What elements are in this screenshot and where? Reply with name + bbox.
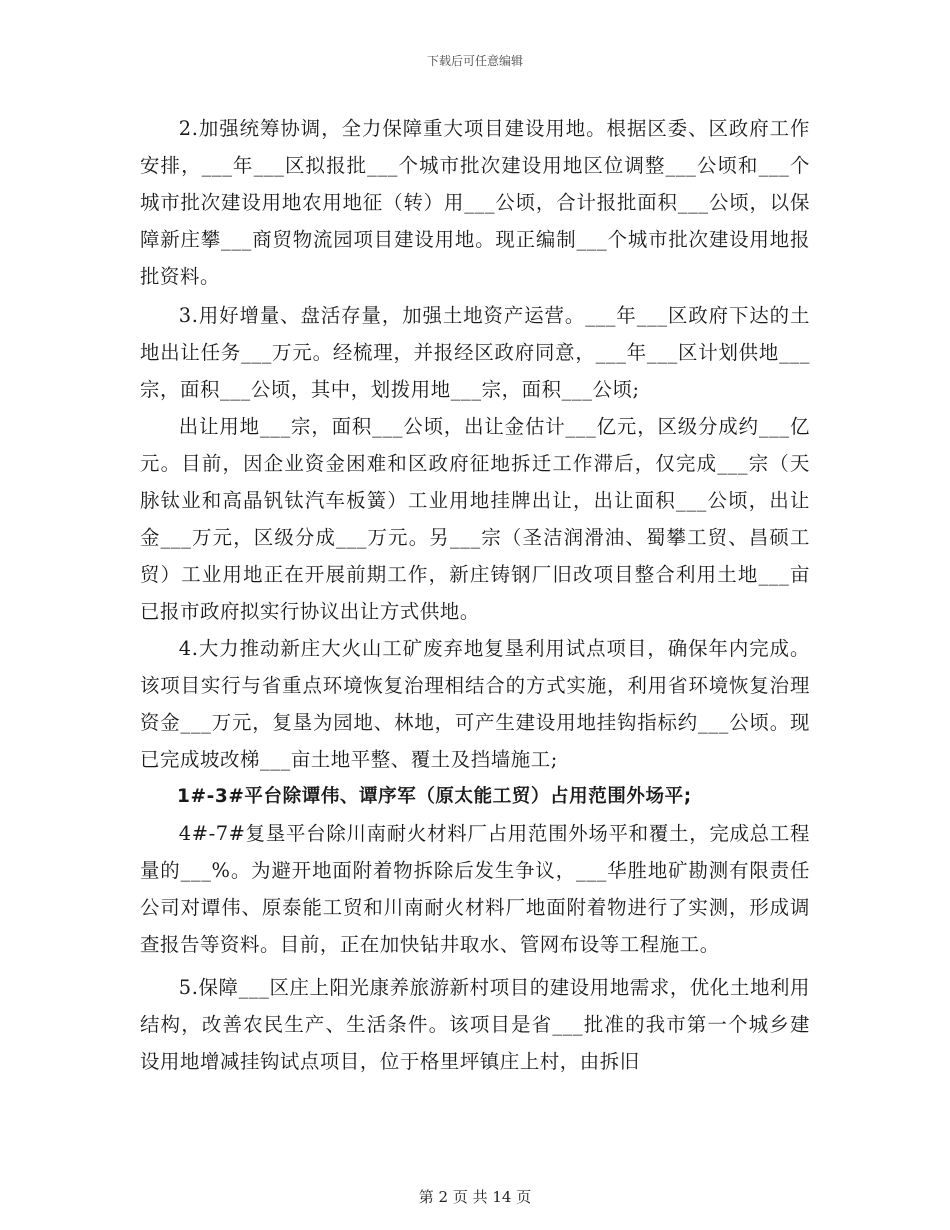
paragraph-platform-1-3: 1#-3#平台除谭伟、谭序军（原太能工贸）占用范围外场平; — [177, 786, 692, 807]
paragraph-land-coordination: 2.加强统筹协调，全力保障重大项目建设用地。根据区委、区政府工作安排，___年___区拟报批___个城市批次建设用地区位调整___公顷和___个城市批次建设用地农用地征（转）用___公顷，合计报批面积___公顷，以保障新庄攀___商贸物流园项目建设用地。现正编制___个城市批次建设用地报批资料。 — [140, 117, 810, 288]
paragraph-land-assets: 3.用好增量、盘活存量，加强土地资产运营。___年___区政府下达的土地出让任务___万元。经梳理，并报经区政府同意，___年___区计划供地___宗，面积___公顷，其中，划拨用地___宗，面积___公顷; — [140, 304, 810, 401]
document-body — [140, 110, 810, 1080]
paragraph-transfer-land: 出让用地___宗，面积___公顷，出让金估计___亿元，区级分成约___亿元。目前，因企业资金困难和区政府征地拆迁工作滞后，仅完成___宗（天脉钛业和高晶钒钛汽车板簧）工业用地挂牌出让，出让面积___公顷，出让金___万元，区级分成___万元。另___宗（圣洁润滑油、蜀攀工贸、昌硕工贸）工业用地正在开展前期工作，新庄铸钢厂旧改项目整合利用土地___亩已报市政府拟实行协议出让方式供地。 — [140, 415, 810, 623]
paragraph-mine-reclamation: 4.大力推动新庄大火山工矿废弃地复垦利用试点项目，确保年内完成。该项目实行与省重点环境恢复治理相结合的方式实施，利用省环境恢复治理资金___万元，复垦为园地、林地，可产生建设用地挂钩指标约___公顷。现已完成坡改梯___亩土地平整、覆土及挡墙施工; — [140, 637, 810, 771]
paragraph-platform-4-7: 4#-7#复垦平台除川南耐火材料厂占用范围外场平和覆土，完成总工程量的___%。为避开地面附着物拆除后发生争议，___华胜地矿勘测有限责任公司对谭伟、原泰能工贸和川南耐火材料厂地面附着物进行了实测，形成调查报告等资料。目前，正在加快钻井取水、管网布设等工程施工。 — [140, 822, 810, 956]
page-number-footer: 第 2 页 共 14 页 — [418, 1188, 532, 1206]
paragraph-tourism-village: 5.保障___区庄上阳光康养旅游新村项目的建设用地需求，优化土地利用结构，改善农民生产、生活条件。该项目是省___批准的我市第一个城乡建设用地增减挂钩试点项目，位于格里坪镇庄上村，由拆旧 — [140, 976, 810, 1073]
page-header: 下载后可任意编辑 — [426, 54, 523, 68]
